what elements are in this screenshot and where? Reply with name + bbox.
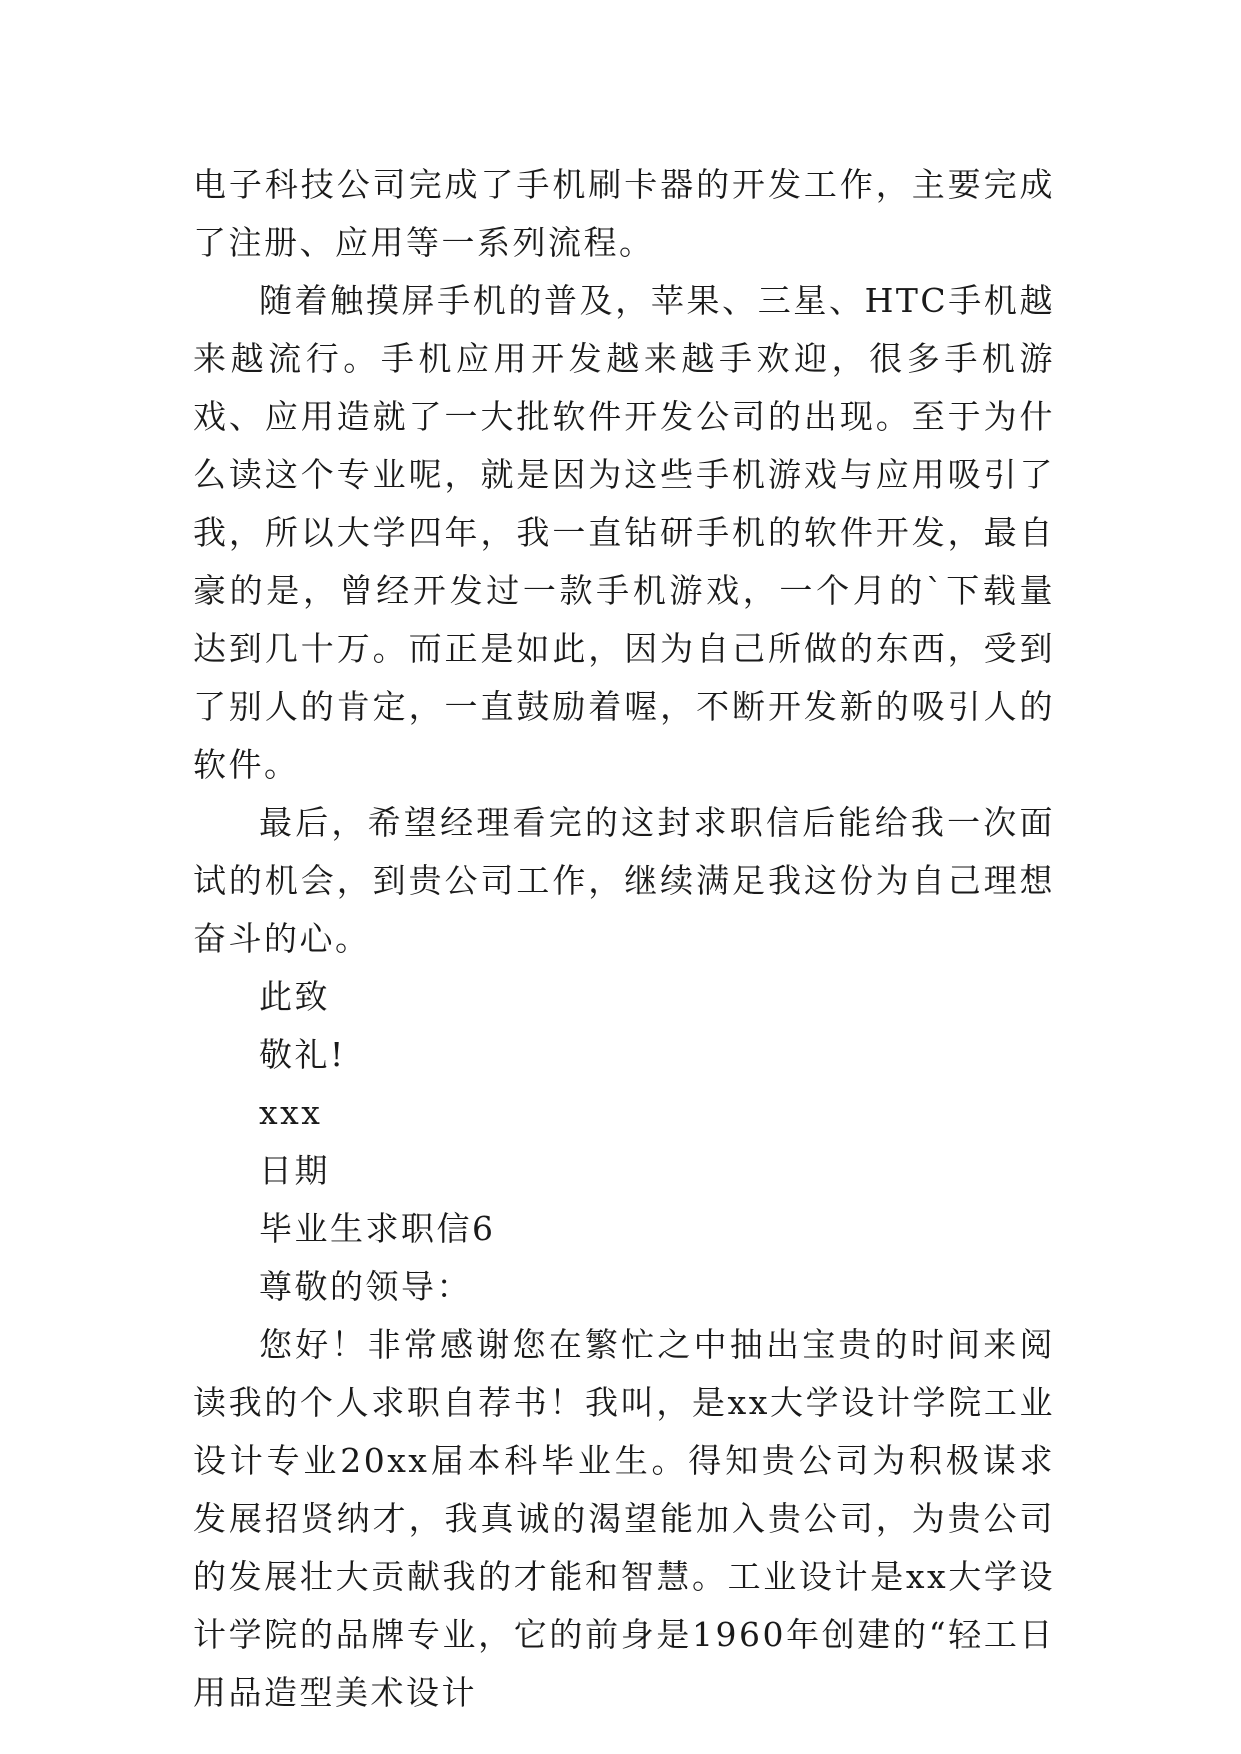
paragraph-motivation: 随着触摸屏手机的普及，苹果、三星、HTC手机越来越流行。手机应用开发越来越手欢迎，很多手机游戏、应用造就了一大批软件开发公司的出现。至于为什么读这个专业呢，就是因为这些手机游戏与应用吸引了我，所以大学四年，我一直钻研手机的软件开发，最自豪的是，曾经开发过一款手机游戏，一个月的`下载量达到几十万。而正是如此，因为自己所做的东西，受到了别人的肯定，一直鼓励着喔，不断开发新的吸引人的软件。 xyxy=(193,281,1055,784)
section-heading: 毕业生求职信6 xyxy=(259,1209,496,1248)
letter-greeting: 尊敬的领导： xyxy=(259,1267,472,1306)
paragraph-self-introduction: 您好！非常感谢您在繁忙之中抽出宝贵的时间来阅读我的个人求职自荐书！我叫，是xx大学设计学院工业设计专业20xx届本科毕业生。得知贵公司为积极谋求发展招贤纳才，我真诚的渴望能加入贵公司，为贵公司的发展壮大贡献我的才能和智慧。工业设计是xx大学设计学院的品牌专业，它的前身是1960年创建的“轻工日用品造型美术设计 xyxy=(193,1325,1055,1712)
signature-name: xxx xyxy=(259,1093,323,1132)
paragraph-intro-continuation: 电子科技公司完成了手机刷卡器的开发工作，主要完成了注册、应用等一系列流程。 xyxy=(193,165,1055,262)
salutation-cizhi: 此致 xyxy=(259,977,330,1016)
signature-date: 日期 xyxy=(259,1151,330,1190)
document-body xyxy=(193,156,1055,1722)
salutation-jingli: 敬礼! xyxy=(259,1035,346,1074)
paragraph-closing-request: 最后，希望经理看完的这封求职信后能给我一次面试的机会，到贵公司工作，继续满足我这份为自己理想奋斗的心。 xyxy=(193,803,1055,958)
